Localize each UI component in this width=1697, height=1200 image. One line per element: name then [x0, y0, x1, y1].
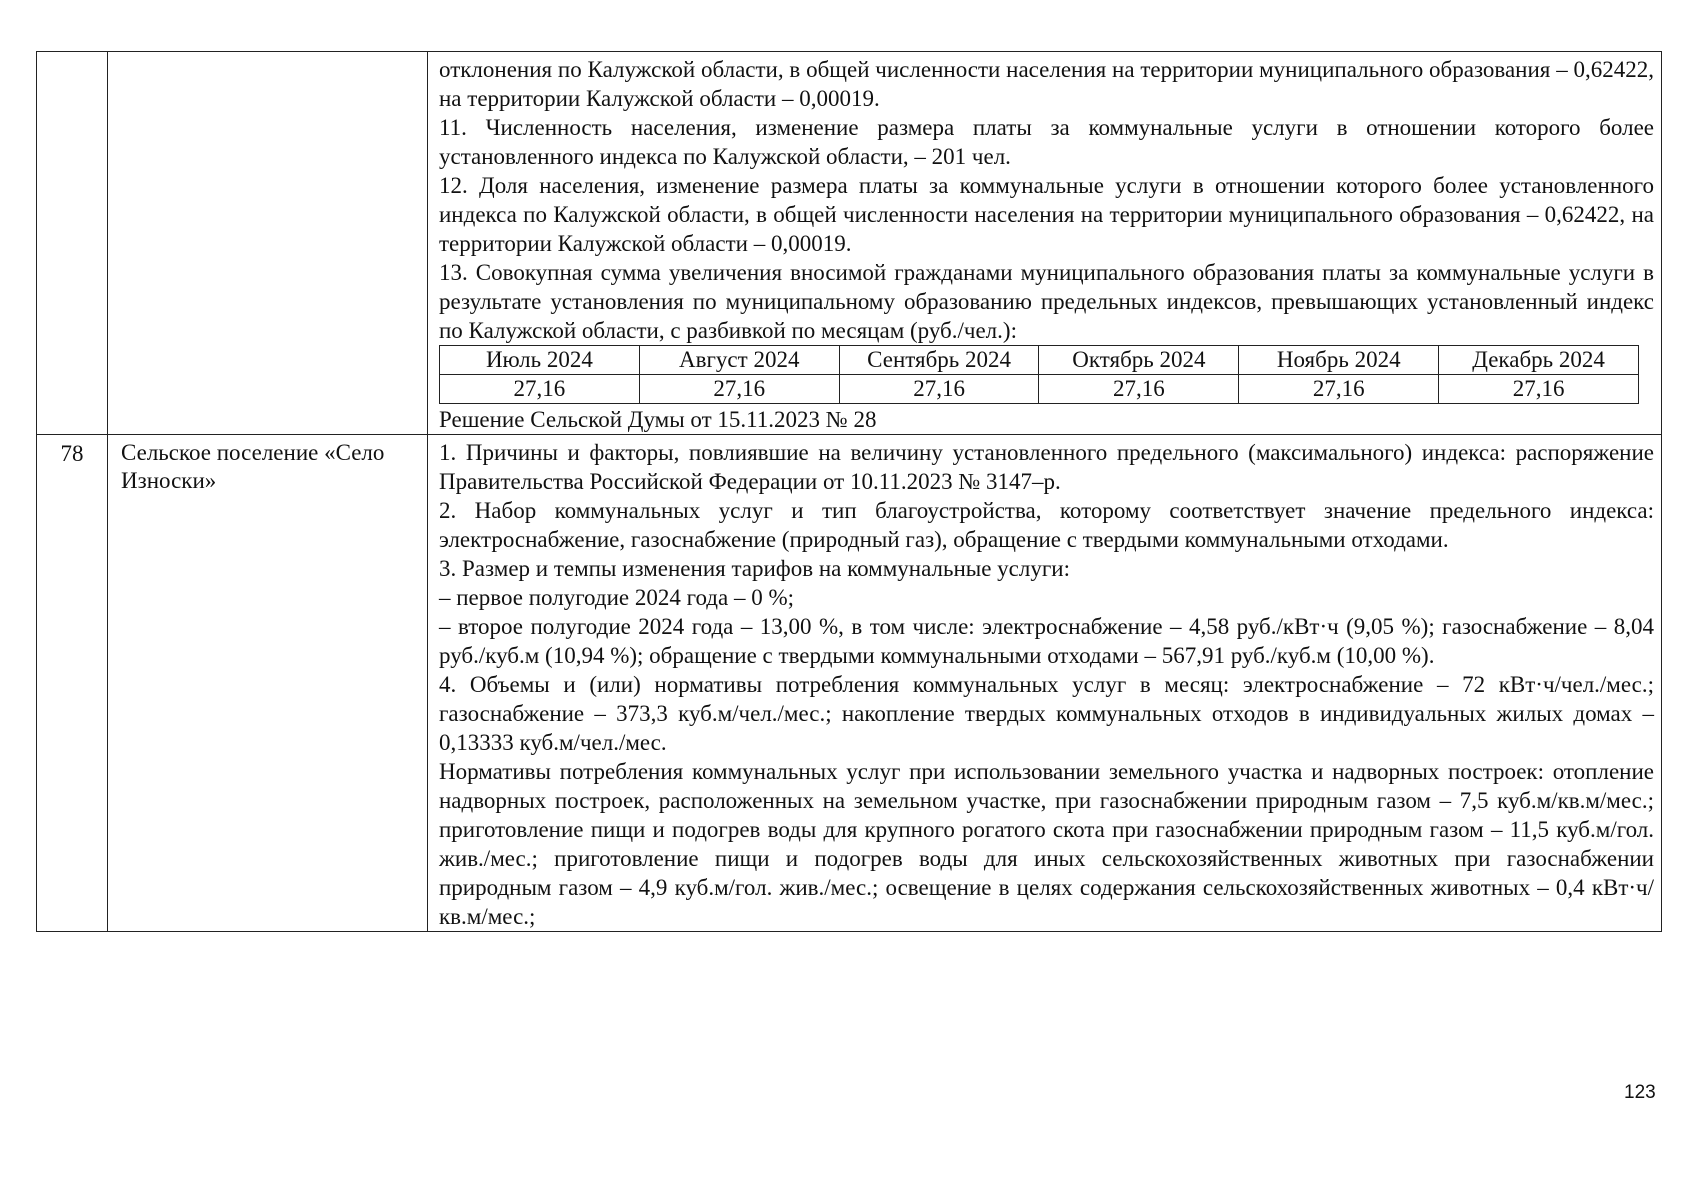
month-header: Июль 2024 [440, 346, 640, 375]
month-header-row [440, 346, 1639, 375]
month-value: 27,16 [440, 375, 640, 404]
paragraph: 4. Объемы и (или) нормативы потребления коммунальных услуг в месяц: электроснабжение – 72 кВт·ч/чел./мес.; газоснабжение – 373,3 куб.м/чел./мес.; накопление твердых коммунальных отходов в индивидуальных жилых домах – 0,13333 куб.м/чел./мес. [439, 672, 1654, 755]
table-row [37, 52, 1662, 435]
row-number-cell [37, 52, 108, 435]
month-value: 27,16 [639, 375, 839, 404]
paragraph: 12. Доля населения, изменение размера платы за коммунальные услуги в отношении которого более установленного индекса по Калужской области, в общей численности населения на территории муниципального образования – 0,62422, на территории Калужской области – 0,00019. [439, 173, 1654, 256]
paragraph: – первое полугодие 2024 года – 0 %; [439, 585, 795, 610]
paragraph: отклонения по Калужской области, в общей численности населения на территории муниципального образования – 0,62422, на территории Калужской области – 0,00019. [439, 57, 1654, 111]
month-header: Сентябрь 2024 [839, 346, 1039, 375]
month-value: 27,16 [1039, 375, 1239, 404]
month-value-row [440, 375, 1639, 404]
paragraph: 13. Совокупная сумма увеличения вносимой гражданами муниципального образования платы за коммунальные услуги в результате установления по муниципальному образованию предельных индексов, превышающих установленный индекс по Калужской области, с разбивкой по месяцам (руб./чел.): [439, 260, 1654, 343]
page-number: 123 [1624, 1082, 1656, 1103]
month-value: 27,16 [1439, 375, 1639, 404]
paragraph: 11. Численность населения, изменение размера платы за коммунальные услуги в отношении которого более установленного индекса по Калужской области, – 201 чел. [439, 115, 1654, 169]
paragraph: Нормативы потребления коммунальных услуг при использовании земельного участка и надворных построек: отопление надворных построек, расположенных на земельном участке, при газоснабжении природным газом – 7,5 куб.м/кв.м/мес.; приготовление пищи и подогрев воды для крупного рогатого скота при газоснабжении природным газом – 11,5 куб.м/гол. жив./мес.; приготовление пищи и подогрев воды для иных сельскохозяйственных животных при газоснабжении природным газом – 4,9 куб.м/гол. жив./мес.; освещение в целях содержания сельскохозяйственных животных – 0,4 кВт·ч/кв.м/мес.; [439, 759, 1654, 929]
description-cell [428, 52, 1662, 435]
month-header: Ноябрь 2024 [1239, 346, 1439, 375]
main-table [36, 51, 1662, 932]
monthly-increase-table [439, 345, 1639, 404]
municipality-name-cell [108, 52, 428, 435]
decision-reference: Решение Сельской Думы от 15.11.2023 № 28 [439, 407, 877, 432]
paragraph: 2. Набор коммунальных услуг и тип благоустройства, которому соответствует значение предельного индекса: электроснабжение, газоснабжение (природный газ), обращение с твердыми коммунальными отходами. [439, 498, 1654, 552]
month-header: Декабрь 2024 [1439, 346, 1639, 375]
paragraph: 3. Размер и темпы изменения тарифов на коммунальные услуги: [439, 556, 1070, 581]
month-header: Октябрь 2024 [1039, 346, 1239, 375]
month-value: 27,16 [1239, 375, 1439, 404]
description-cell [428, 435, 1662, 932]
row-number-cell: 78 [37, 435, 108, 932]
paragraph: – второе полугодие 2024 года – 13,00 %, в том числе: электроснабжение – 4,58 руб./кВт·ч (9,05 %); газоснабжение – 8,04 руб./куб.м (10,94 %); обращение с твердыми коммунальными отходами – 567,91 руб./куб.м (10,00 %). [439, 614, 1654, 668]
month-value: 27,16 [839, 375, 1039, 404]
municipality-name-cell: Сельское поселение «Село Износки» [108, 435, 428, 932]
paragraph: 1. Причины и факторы, повлиявшие на величину установленного предельного (максимального) индекса: распоряжение Правительства Российской Федерации от 10.11.2023 № 3147–р. [439, 440, 1654, 494]
month-header: Август 2024 [639, 346, 839, 375]
table-row [37, 435, 1662, 932]
